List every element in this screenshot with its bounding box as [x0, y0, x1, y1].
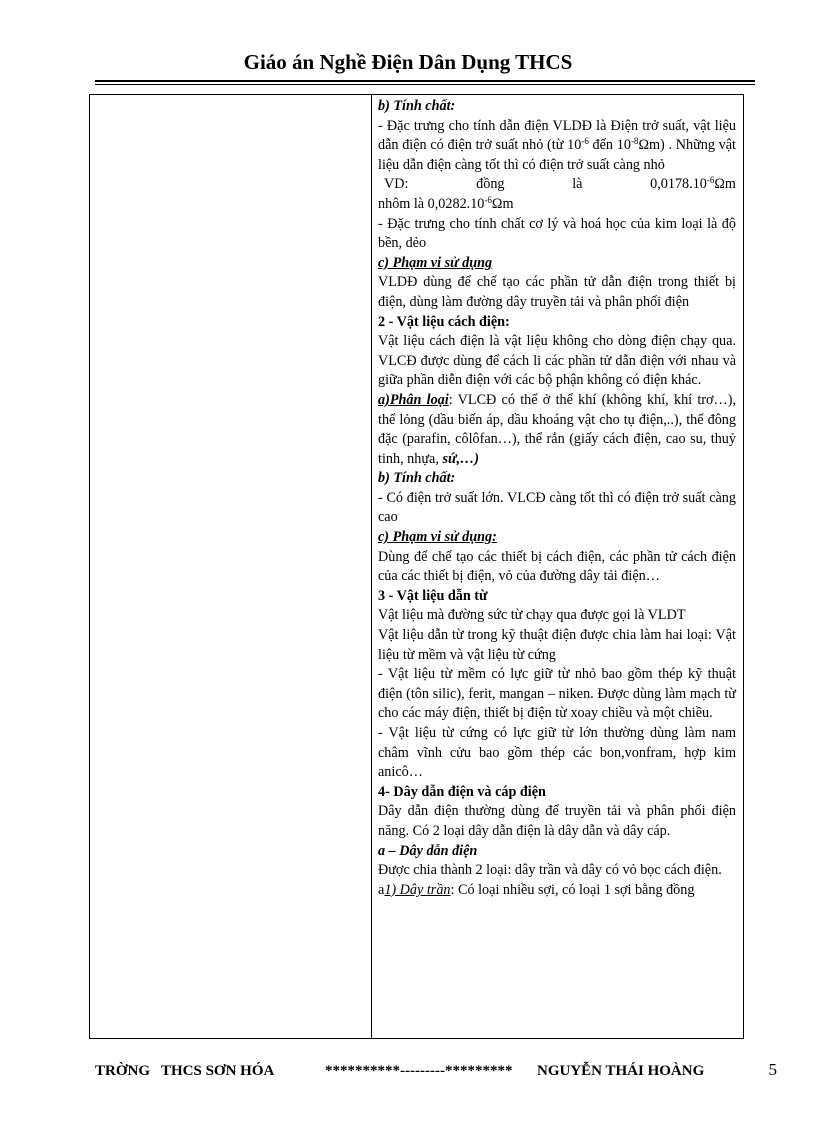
- text: Ωm: [491, 195, 514, 212]
- text: sứ,…): [442, 450, 479, 467]
- header-rule-thin: [95, 84, 755, 85]
- text: a: [378, 881, 385, 898]
- text: đến 10: [588, 137, 631, 154]
- section-2-paragraph: Vật liệu cách điện là vật liệu không cho dòng điện chạy qua. VLCĐ được dùng để cách li các phần tử dẫn điện với nhau và giữa phần diễn điện với các bộ phận không có điện khác.: [378, 333, 736, 389]
- section-b2-heading: b) Tính chất:: [378, 470, 456, 487]
- section-c1-heading: c) Phạm vi sử dụng: [378, 254, 493, 271]
- section-a4-paragraph: Được chia thành 2 loại: dây trần và dây có vỏ bọc cách điện.: [378, 862, 722, 879]
- left-column: [90, 95, 372, 1038]
- section-a4-heading: a – Dây dẫn điện: [378, 842, 478, 859]
- section-3-paragraph-1: Vật liệu mà đường sức từ chạy qua được gọi là VLDT: [378, 607, 686, 624]
- example-word: đồng: [476, 176, 505, 193]
- section-a2-paragraph: [378, 391, 736, 469]
- section-3-paragraph-2: Vật liệu dẫn từ trong kỹ thuật điện được chia làm hai loại: Vật liệu từ mềm và vật liệu từ cứng: [378, 627, 736, 663]
- section-b1-heading: b) Tính chất:: [378, 98, 456, 114]
- section-3-paragraph-4: - Vật liệu từ cứng có lực giữ từ lớn thường dùng làm nam châm vĩnh cửu bao gồm thép các bon,vonfram, hợp kim anicô…: [378, 725, 736, 781]
- subheading: a)Phân loại: [378, 391, 449, 408]
- text: Ωm: [714, 176, 736, 193]
- footer-school: TRỜNG THCS SƠN HÓA: [95, 1063, 275, 1079]
- section-c1-paragraph: VLDĐ dùng để chế tạo các phần tử dẫn điện trong thiết bị điện, dùng làm đường dây truyền tải và phân phối điện: [378, 274, 736, 310]
- footer-author: NGUYỄN THÁI HOÀNG: [537, 1063, 705, 1079]
- superscript: -6: [484, 194, 492, 205]
- text: Ωm) . Những vật liệu dẫn điện càng tốt thì có điện trở suất càng nhỏ: [378, 137, 736, 173]
- text: nhôm là 0,0282.10: [378, 195, 485, 212]
- page-title: Giáo án Nghề Điện Dân Dụng THCS: [243, 50, 573, 74]
- superscript: -6: [581, 136, 589, 147]
- section-3-heading: 3 - Vật liệu dẫn từ: [378, 587, 488, 604]
- superscript: -6: [706, 175, 715, 186]
- section-2-heading: 2 - Vật liệu cách điện:: [378, 313, 510, 330]
- header-rule: [95, 80, 755, 82]
- text: - Đặc trưng cho tính dẫn điện VLDĐ là Điện trở suất, vật liệu dẫn điện có điện trở suất nhỏ (từ 10: [378, 117, 736, 154]
- superscript: -8: [630, 136, 639, 147]
- section-a1-paragraph: [378, 881, 736, 901]
- content-column: [378, 97, 736, 900]
- page-footer: [95, 1057, 785, 1081]
- example-value: [650, 175, 736, 195]
- section-4-paragraph: Dây dẫn điện thường dùng để truyền tải và phân phối điện năng. Có 2 loại dây dẫn điện là dây dẫn và dây cáp.: [378, 803, 736, 839]
- example-label: VD:: [384, 176, 409, 193]
- example-line-2: [378, 195, 736, 215]
- text: : VLCĐ có thể ở thể khí (không khí, khí trơ…), thể lỏng (dầu biến áp, dầu khoáng vật cho tụ điện,..), thể đông đặc (parafin, côlôfan…), thể rắn (giấy cách điện, cao su, thuỷ tinh, nhựa,: [378, 391, 736, 467]
- lesson-table: [89, 94, 744, 1039]
- example-word: là: [572, 176, 583, 193]
- section-3-paragraph-3: - Vật liệu từ mềm có lực giữ từ nhỏ bao gồm thép kỹ thuật điện (tôn silic), ferit, mangan – niken. Được dùng làm mạch từ cho các máy điện, thiết bị điện từ xoay chiều và một chiều.: [378, 666, 736, 722]
- section-b2-paragraph: - Có điện trở suất lớn. VLCĐ càng tốt thì có điện trở suất càng cao: [378, 489, 736, 526]
- section-c2-paragraph: Dùng để chế tạo các thiết bị cách điện, các phần tử cách điện của các thiết bị điện, vỏ của đường dây tải điện…: [378, 548, 736, 585]
- section-4-heading: 4- Dây dẫn điện và cáp điện: [378, 783, 546, 800]
- section-b1-paragraph-2: - Đặc trưng cho tính chất cơ lý và hoá học của kim loại là độ bền, dẻo: [378, 215, 736, 252]
- example-line: [378, 175, 736, 195]
- text: 0,0178.10: [650, 176, 707, 193]
- section-c2-heading: c) Phạm vi sử dụng:: [378, 529, 497, 546]
- footer-separator: **********---------*********: [325, 1063, 513, 1079]
- subheading: 1) Dây trần: [384, 881, 451, 898]
- text: : Có loại nhiều sợi, có loại 1 sợi bằng đồng: [450, 881, 695, 898]
- section-b1-paragraph-1: [378, 117, 736, 176]
- page-number: 5: [768, 1060, 777, 1079]
